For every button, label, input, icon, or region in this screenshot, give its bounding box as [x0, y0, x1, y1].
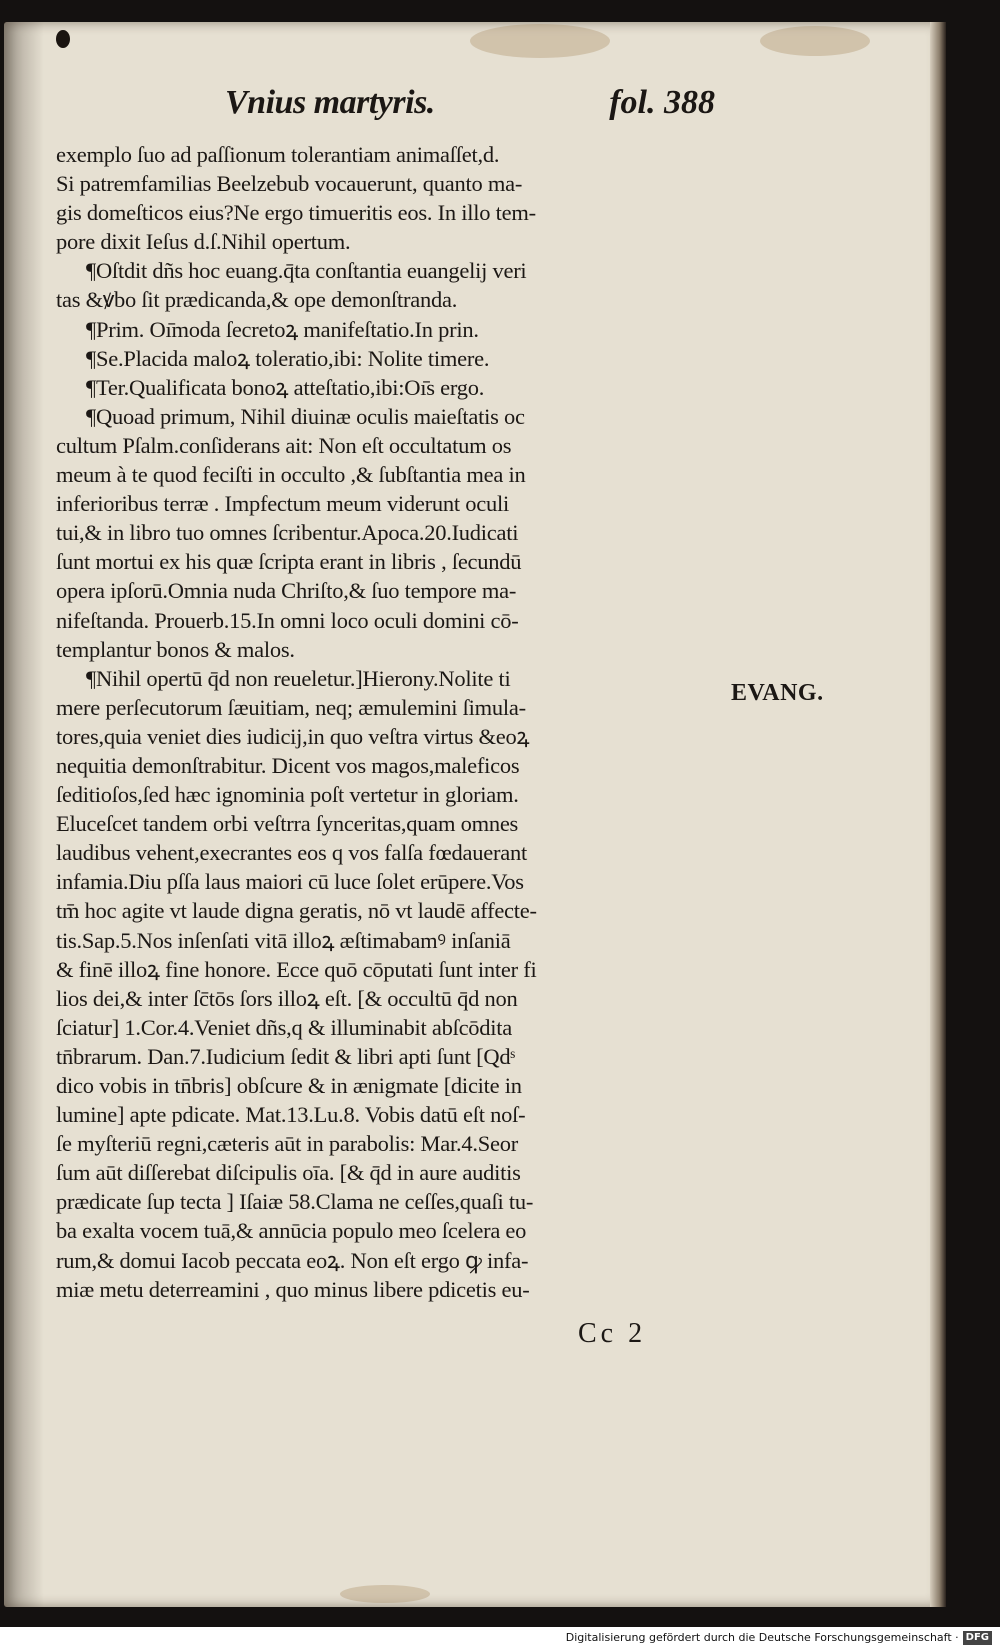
text-line: nequitia demonſtrabitur. Dicent vos magos,maleficos [56, 752, 520, 778]
text-line: ¶Nihil opertū q̄d non reueletur.]Hierony.Nolite ti [86, 665, 511, 691]
stain-top-center [470, 24, 610, 58]
spine-shadow [4, 22, 44, 1607]
text-line: ſunt mortui ex his quæ ſcripta erant in libris , ſecundū [56, 549, 522, 575]
page-header [225, 84, 715, 128]
page-hole-mark [56, 30, 70, 48]
text-line: tn̄brarum. Dan.7.Iudicium ſedit & libri apti ſunt [Qdˢ [56, 1043, 515, 1069]
text-line: ¶Quoad primum, Nihil diuinæ oculis maieſtatis oc [86, 403, 525, 429]
text-line: cultum Pſalm.conſiderans ait: Non eſt occultatum os [56, 432, 512, 458]
text-line: inferioribus terræ . Impfectum meum viderunt oculi [56, 491, 510, 517]
text-line: ſe myſteriū regni,cæteris aūt in parabolis: Mar.4.Seor [56, 1131, 519, 1157]
text-line: prædicate ſup tecta ] Iſaiæ 58.Clama ne ceſſes,quaſi tu- [56, 1189, 534, 1215]
text-line: lios dei,& inter ſc̄tōs ſors illoꝝ eſt. [& occultū q̄d non [56, 985, 518, 1011]
text-line: tores,quia veniet dies iudicij,in quo veſtra virtus &eoꝝ [56, 723, 530, 749]
text-line: meum à te quod feciſti in occulto ,& ſubſtantia mea in [56, 462, 526, 488]
text-line: Eluceſcet tandem orbi veſtrra ſynceritas,quam omnes [56, 811, 519, 837]
stain-top-right [760, 26, 870, 56]
text-line: tas &ꝟbo ſit prædicanda,& ope demonſtranda. [56, 287, 458, 313]
text-line: nifeſtanda. Prouerb.15.In omni loco oculi domini cō- [56, 607, 519, 633]
text-line: infamia.Diu pſſa laus maiori cū luce ſolet erūpere.Vos [56, 869, 524, 895]
text-line: ¶Se.Placida maloꝝ toleratio,ibi: Nolite timere. [86, 345, 490, 371]
main-text-block [56, 140, 724, 1304]
text-line: laudibus vehent,execrantes eos q vos falſa fœdauerant [56, 840, 527, 866]
text-line: pore dixit Ieſus d.ſ.Nihil opertum. [56, 229, 351, 255]
text-line: mere perſecutorum ſæuitiam, neq; æmulemini ſimula- [56, 694, 526, 720]
text-line: ſeditioſos,ſed hæc ignominia poſt vertetur in gloriam. [56, 782, 519, 808]
text-line: ſum aūt diſſerebat diſcipulis oīa. [& q̄d in aure auditis [56, 1160, 521, 1186]
credit-text: Digitalisierung gefördert durch die Deutsche Forschungsgemeinschaft · [565, 1631, 959, 1644]
marginal-note: EVANG. [731, 680, 824, 706]
page-edge [930, 22, 946, 1607]
text-line: ¶Oſtdit dñs hoc euang.q̄ta conſtantia euangelij veri [86, 258, 527, 284]
text-line: tis.Sap.5.Nos inſenſati vitā illoꝝ æſtimabamꝰ inſaniā [56, 927, 511, 953]
text-line: tui,& in libro tuo omnes ſcribentur.Apoca.20.Iudicati [56, 520, 519, 546]
text-line: miæ metu deterreamini , quo minus libere pdicetis eu- [56, 1276, 530, 1302]
text-line: ba exalta vocem tuā,& annūcia populo meo ſcelera eo [56, 1218, 527, 1244]
digitization-credit [566, 1631, 992, 1645]
text-line: tm̄ hoc agite vt laude digna geratis, nō vt laudē affecte- [56, 898, 537, 924]
text-line: & finē illoꝝ fine honore. Ecce quō cōputati ſunt inter fi [56, 956, 537, 982]
text-line: gis domeſticos eius?Ne ergo timueritis eos. In illo tem- [56, 200, 536, 226]
text-line: ¶Ter.Qualificata bonoꝝ atteſtatio,ibi:Oı̄s ergo. [86, 374, 485, 400]
stain-bottom [340, 1585, 430, 1603]
text-line: ¶Prim. Oı̄moda ſecretoꝝ manifeſtatio.In prin. [86, 316, 479, 342]
text-line: dico vobis in tn̄bris] obſcure & in ænigmate [dicite in [56, 1073, 522, 1098]
text-line: Si patremfamilias Beelzebub vocauerunt, quanto ma- [56, 171, 523, 197]
folio-number: fol. 388 [609, 84, 715, 121]
signature-mark: Cc 2 [578, 1318, 647, 1349]
text-line: ſciatur] 1.Cor.4.Veniet dñs,q & illuminabit abſcōdita [56, 1014, 513, 1040]
text-line: templantur bonos & malos. [56, 636, 295, 662]
text-line: lumine] apte pdicate. Mat.13.Lu.8. Vobis datū eſt noſ- [56, 1102, 526, 1128]
text-line: opera ipſorū.Omnia nuda Chriſto,& ſuo tempore ma- [56, 578, 517, 604]
text-line: exemplo ſuo ad paſſionum tolerantiam animaſſet,d. [56, 142, 500, 167]
text-line: rum,& domui Iacob peccata eoꝝ. Non eſt ergo ꝙ infa- [56, 1247, 529, 1273]
dfg-logo-icon: DFG [963, 1631, 992, 1645]
running-title: Vnius martyris. [225, 84, 435, 121]
